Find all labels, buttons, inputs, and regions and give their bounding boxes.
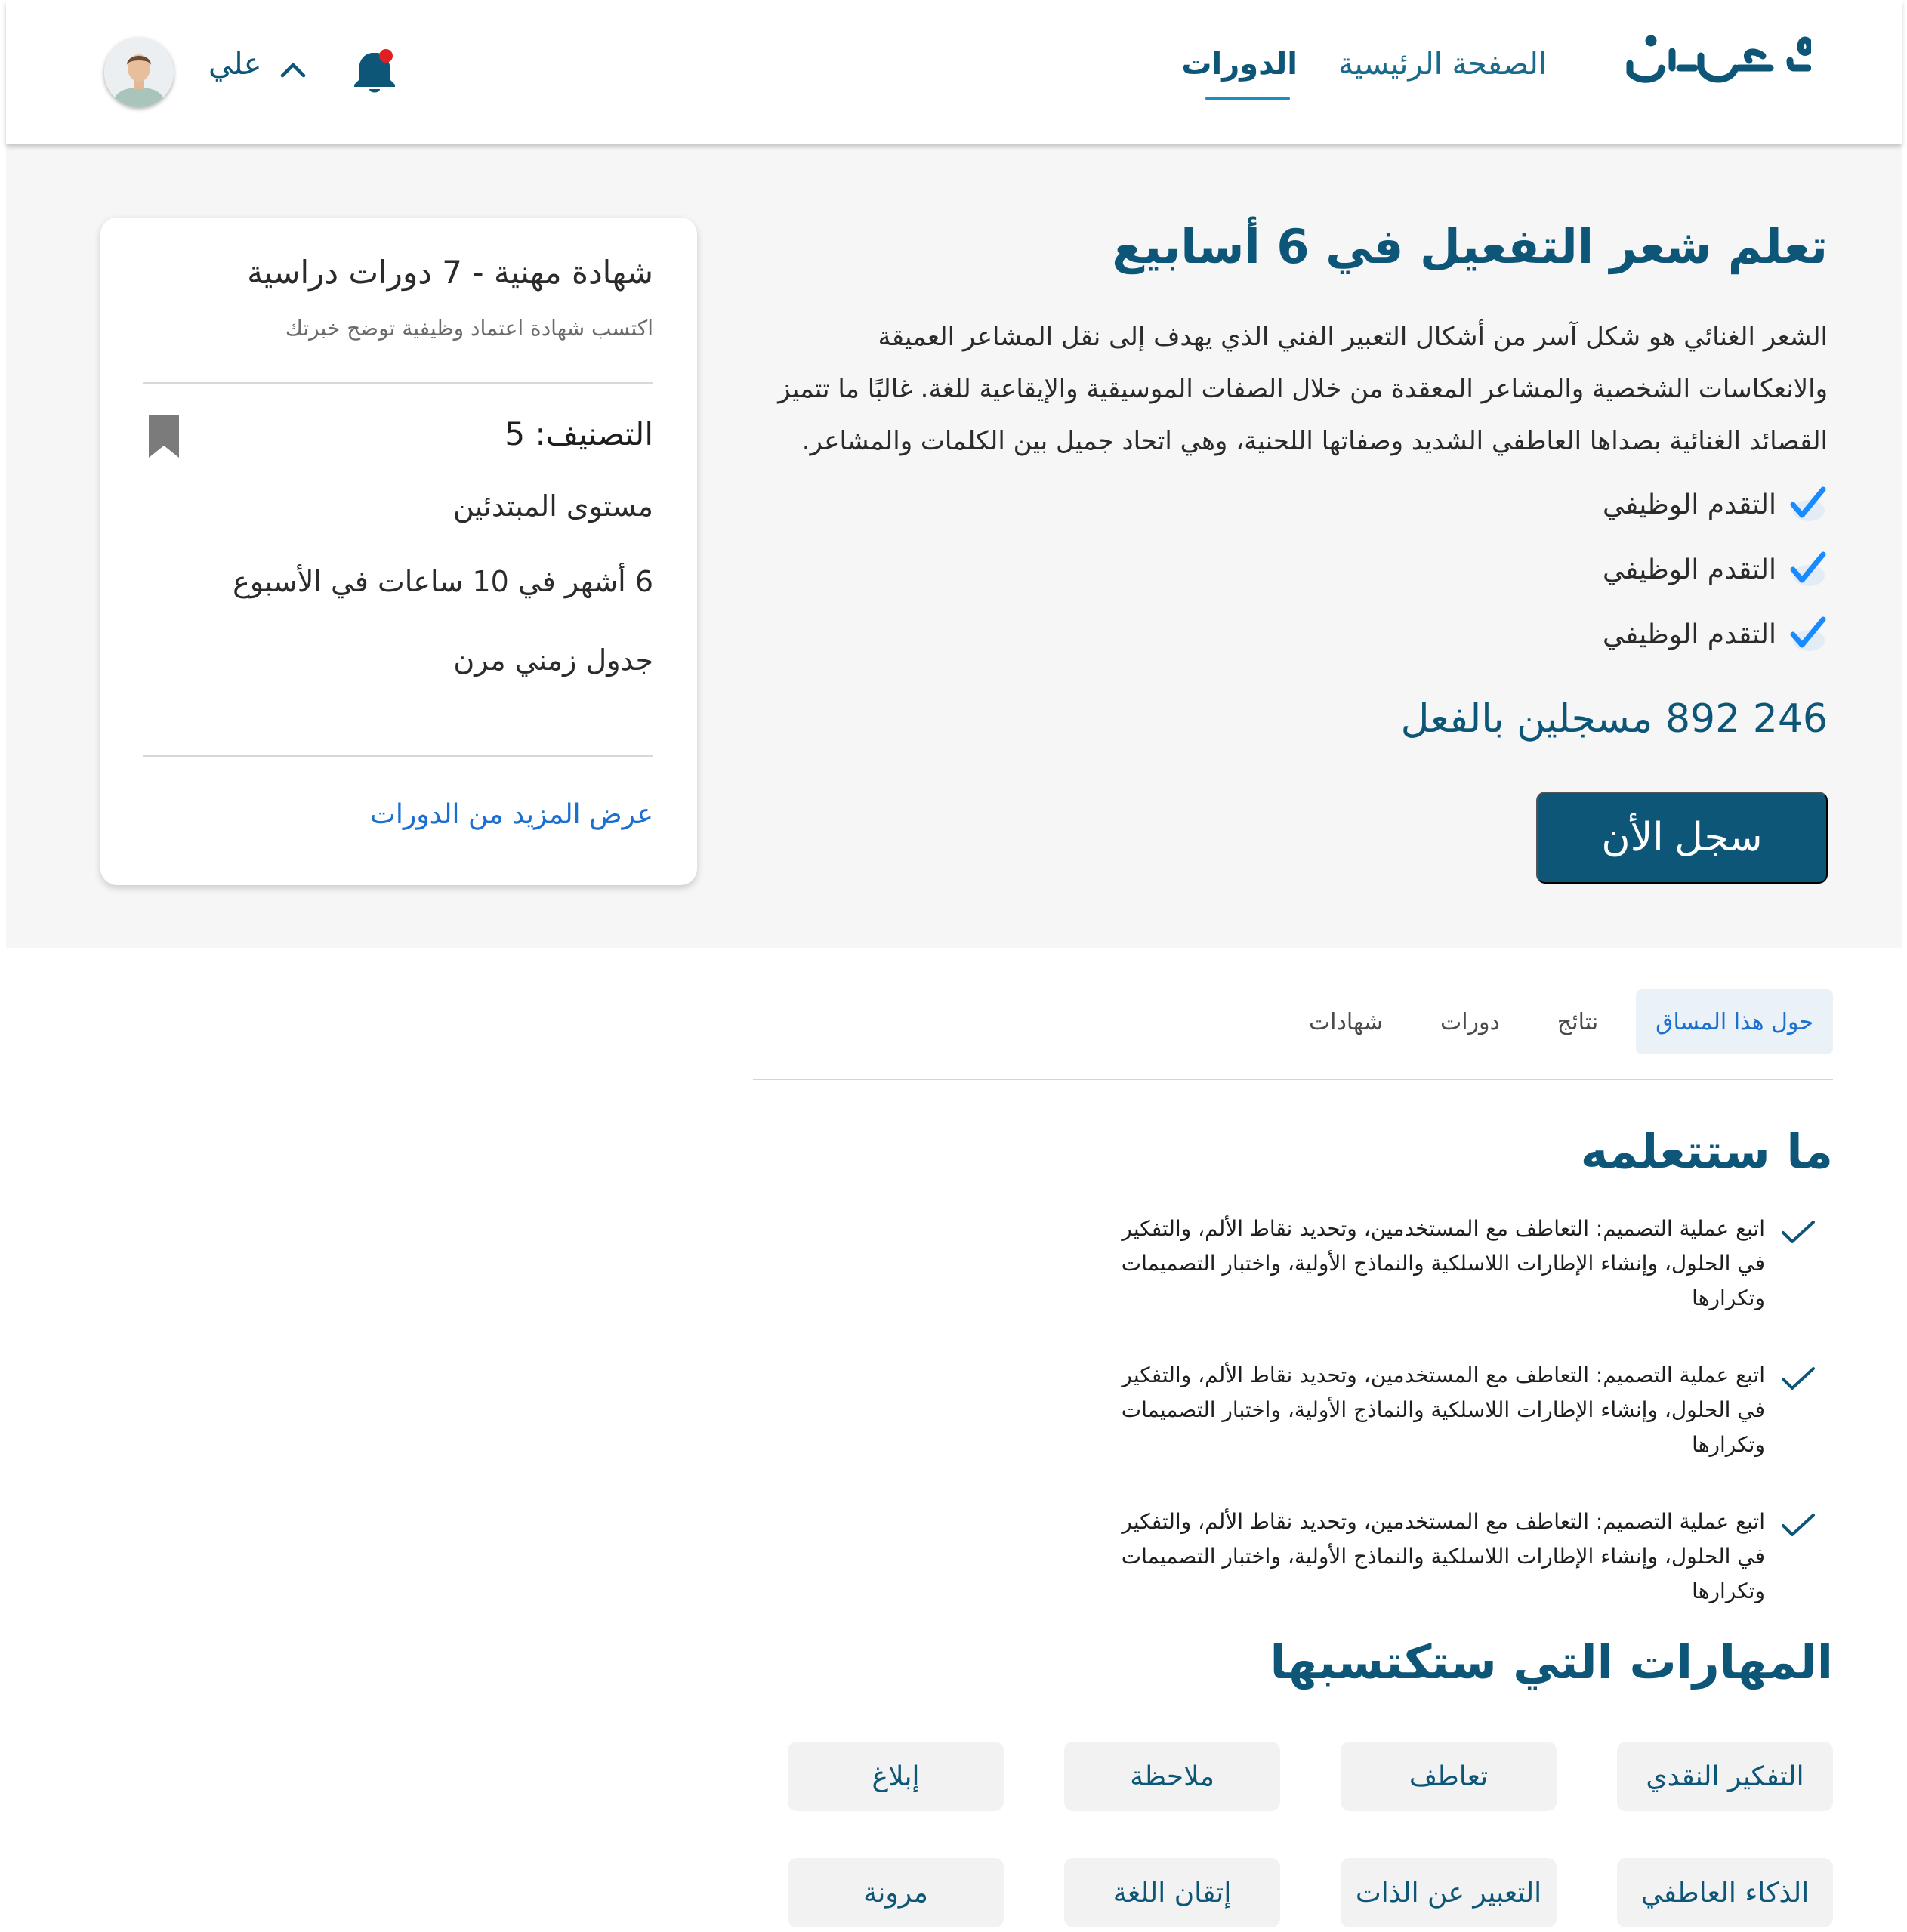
checkmark-icon [1780, 1363, 1816, 1396]
certificate-info-card [100, 218, 697, 885]
learn-item-text: اتبع عملية التصميم: التعاطف مع المستخدمين، وتحديد نقاط الألم، والتفكير في الحلول، وإنشاء الإطارات اللاسلكية والنماذج الأولية، واختبار التصميمات وتكرارها [1121, 1216, 1765, 1310]
benefit-label: التقدم الوظيفي [1603, 554, 1776, 585]
skill-chip[interactable]: التعبير عن الذات [1341, 1858, 1557, 1927]
skill-chip[interactable]: التفكير النقدي [1617, 1742, 1833, 1811]
card-subtitle: اكتسب شهادة اعتماد وظيفية توضح خبرتك [285, 316, 653, 341]
course-title: تعلم شعر التفعيل في 6 أسابيع [1112, 219, 1828, 274]
course-description: الشعر الغنائي هو شكل آسر من أشكال التعبير الفني الذي يهدف إلى نقل المشاعر العميقة والانعكاسات الشخصية والمشاعر المعقدة من خلال الصفات الموسيقية والإيقاعية للغة. غالبًا ما تتميز القصائد الغنائية بصداها العاطفي الشديد وصفاتها اللحنية، وهي اتحاد جميل بين الكلمات والمشاعر. [778, 322, 1828, 456]
course-level: مستوى المبتدئين [452, 489, 653, 523]
tab-certificates[interactable]: شهادات [1308, 1008, 1383, 1035]
learn-item [1091, 1505, 1816, 1609]
course-rating: التصنيف: 5 [505, 415, 653, 452]
skills-section-title: المهارات التي ستكتسبها [1270, 1634, 1833, 1690]
skill-chip[interactable]: مرونة [788, 1858, 1004, 1927]
bell-icon[interactable] [352, 47, 397, 95]
site-logo[interactable] [1622, 33, 1811, 101]
card-title: شهادة مهنية - 7 دورات دراسية [247, 254, 653, 291]
enrolled-count: 246 892 مسجلين بالفعل [1400, 696, 1828, 742]
benefit-label: التقدم الوظيفي [1603, 619, 1776, 650]
nav-home-link[interactable]: الصفحة الرئيسية [1338, 47, 1547, 82]
course-schedule: جدول زمني مرن [453, 643, 653, 677]
learn-section-title: ما ستتعلمه [1580, 1124, 1833, 1179]
skill-chip[interactable]: الذكاء العاطفي [1617, 1858, 1833, 1927]
tab-courses[interactable]: دورات [1440, 1008, 1500, 1035]
course-tabs [1289, 989, 1833, 1054]
bookmark-icon[interactable] [146, 412, 182, 461]
view-more-courses-link[interactable]: عرض المزيد من الدورات [370, 799, 653, 830]
tab-about[interactable]: حول هذا المساق [1636, 989, 1833, 1054]
learn-item-text: اتبع عملية التصميم: التعاطف مع المستخدمين، وتحديد نقاط الألم، والتفكير في الحلول، وإنشاء الإطارات اللاسلكية والنماذج الأولية، واختبار التصميمات وتكرارها [1121, 1363, 1765, 1457]
top-header [6, 0, 1902, 144]
skills-grid [753, 1742, 1833, 1927]
course-hero [6, 144, 1902, 948]
benefit-item [1603, 482, 1828, 527]
tabs-divider [753, 1079, 1833, 1080]
benefit-item [1603, 612, 1828, 657]
skill-chip[interactable]: إتقان اللغة [1064, 1858, 1280, 1927]
check-badge-icon [1788, 615, 1828, 654]
chevron-up-icon[interactable] [278, 59, 308, 80]
checkmark-icon [1780, 1509, 1816, 1542]
skill-chip[interactable]: ملاحظة [1064, 1742, 1280, 1811]
learn-item-text: اتبع عملية التصميم: التعاطف مع المستخدمين، وتحديد نقاط الألم، والتفكير في الحلول، وإنشاء الإطارات اللاسلكية والنماذج الأولية، واختبار التصميمات وتكرارها [1121, 1509, 1765, 1603]
skill-chip[interactable]: تعاطف [1341, 1742, 1557, 1811]
nav-courses-link[interactable]: الدورات [1181, 47, 1298, 82]
checkmark-icon [1780, 1216, 1816, 1249]
course-duration: 6 أشهر في 10 ساعات في الأسبوع [233, 565, 653, 598]
card-divider [143, 382, 653, 384]
tab-results[interactable]: نتائج [1557, 1008, 1599, 1035]
card-divider [143, 755, 653, 757]
learn-item [1091, 1211, 1816, 1316]
user-avatar[interactable] [104, 38, 174, 107]
check-badge-icon [1788, 485, 1828, 524]
user-name[interactable]: علي [208, 47, 262, 82]
check-badge-icon [1788, 550, 1828, 589]
benefit-label: التقدم الوظيفي [1603, 489, 1776, 520]
skill-chip[interactable]: إبلاغ [788, 1742, 1004, 1811]
learn-item [1091, 1358, 1816, 1462]
nav-active-indicator [1205, 97, 1290, 100]
benefit-item [1603, 547, 1828, 592]
register-button[interactable]: سجل الأن [1536, 792, 1828, 884]
notification-dot [379, 49, 393, 63]
